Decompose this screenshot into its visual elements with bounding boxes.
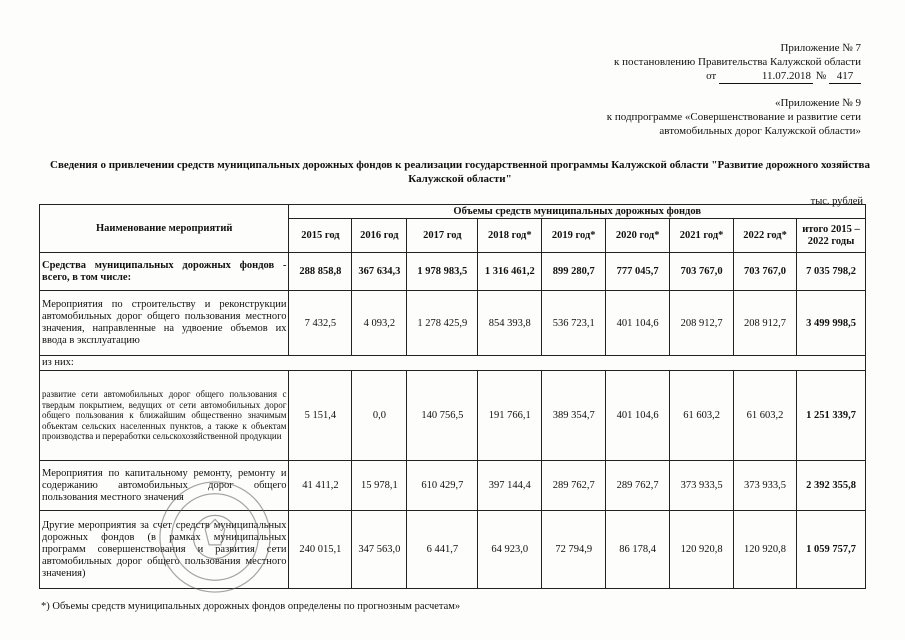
value-cell: 367 634,3 xyxy=(352,253,407,291)
subprogram-line: к подпрограмме «Совершенствование и развитие сети xyxy=(606,111,861,123)
row-name: Средства муниципальных дорожных фондов - всего, в том числе: xyxy=(40,253,289,291)
value-cell: 3 499 998,5 xyxy=(797,291,866,356)
table-row xyxy=(40,356,866,371)
value-cell: 5 151,4 xyxy=(289,371,352,461)
table-row xyxy=(40,291,866,356)
resolution-date: 11.07.2018 xyxy=(719,69,813,84)
appendix-number: Приложение № 7 xyxy=(780,42,861,54)
value-cell: 61 603,2 xyxy=(670,371,734,461)
group-column-header: Объемы средств муниципальных дорожных фондов xyxy=(289,205,866,219)
value-cell: 397 144,4 xyxy=(478,461,542,511)
year-header: 2022 год* xyxy=(734,219,797,253)
resolution-date-line: от 11.07.2018 № 417 xyxy=(614,69,861,84)
value-cell: 208 912,7 xyxy=(734,291,797,356)
table-row xyxy=(40,461,866,511)
footnote: *) Объемы средств муниципальных дорожных фондов определены по прогнозным расчетам» xyxy=(41,601,461,612)
value-cell: 208 912,7 xyxy=(670,291,734,356)
value-cell: 120 920,8 xyxy=(734,511,797,589)
value-cell: 401 104,6 xyxy=(606,371,670,461)
value-cell: 389 354,7 xyxy=(542,371,606,461)
year-header: 2017 год xyxy=(407,219,478,253)
value-cell: 777 045,7 xyxy=(606,253,670,291)
value-cell: 289 762,7 xyxy=(542,461,606,511)
value-cell: 61 603,2 xyxy=(734,371,797,461)
value-cell: 6 441,7 xyxy=(407,511,478,589)
value-cell: 1 278 425,9 xyxy=(407,291,478,356)
value-cell: 140 756,5 xyxy=(407,371,478,461)
value-cell: 703 767,0 xyxy=(670,253,734,291)
value-cell: 120 920,8 xyxy=(670,511,734,589)
table-row xyxy=(40,371,866,461)
value-cell: 289 762,7 xyxy=(606,461,670,511)
value-cell: 0,0 xyxy=(352,371,407,461)
value-cell: 15 978,1 xyxy=(352,461,407,511)
value-cell: 1 316 461,2 xyxy=(478,253,542,291)
table-row xyxy=(40,253,866,291)
row-name: Мероприятия по капитальному ремонту, ремонту и содержанию автомобильных дорог общего пользования местного значения xyxy=(40,461,289,511)
value-cell: 1 978 983,5 xyxy=(407,253,478,291)
value-cell: 854 393,8 xyxy=(478,291,542,356)
name-column-header: Наименование мероприятий xyxy=(40,205,289,253)
value-cell: 401 104,6 xyxy=(606,291,670,356)
value-cell: 7 035 798,2 xyxy=(797,253,866,291)
value-cell: 41 411,2 xyxy=(289,461,352,511)
value-cell: 1 251 339,7 xyxy=(797,371,866,461)
value-cell: 703 767,0 xyxy=(734,253,797,291)
value-cell: 373 933,5 xyxy=(670,461,734,511)
value-cell: 373 933,5 xyxy=(734,461,797,511)
value-cell: 2 392 355,8 xyxy=(797,461,866,511)
value-cell: 191 766,1 xyxy=(478,371,542,461)
appendix-header xyxy=(614,41,861,84)
value-cell: 72 794,9 xyxy=(542,511,606,589)
value-cell: 899 280,7 xyxy=(542,253,606,291)
year-header: 2015 год xyxy=(289,219,352,253)
year-header: 2021 год* xyxy=(670,219,734,253)
year-header: 2019 год* xyxy=(542,219,606,253)
value-cell: 7 432,5 xyxy=(289,291,352,356)
year-header: 2020 год* xyxy=(606,219,670,253)
funds-table xyxy=(39,204,866,589)
year-header: 2016 год xyxy=(352,219,407,253)
table-row xyxy=(40,511,866,589)
value-cell: 347 563,0 xyxy=(352,511,407,589)
row-name: Мероприятия по строительству и реконструкции автомобильных дорог общего пользования местного значения, направленные на удвоение объемов их ввода в эксплуатацию xyxy=(40,291,289,356)
subprogram-appendix: «Приложение № 9 xyxy=(774,97,861,109)
value-cell: 536 723,1 xyxy=(542,291,606,356)
value-cell: 4 093,2 xyxy=(352,291,407,356)
value-cell: 288 858,8 xyxy=(289,253,352,291)
subprogram-header xyxy=(607,96,861,138)
row-name: Другие мероприятия за счет средств муниципальных дорожных фондов (в рамках муниципальных программ совершенствования и развития сети автомобильных дорог общего пользования местного значения) xyxy=(40,511,289,589)
row-name: из них: xyxy=(40,356,866,371)
appendix-resolution: к постановлению Правительства Калужской области xyxy=(614,56,861,68)
value-cell: 610 429,7 xyxy=(407,461,478,511)
unit-label: тыс. рублей xyxy=(810,196,863,207)
subprogram-line: автомобильных дорог Калужской области» xyxy=(659,125,861,137)
year-header: итого 2015 – 2022 годы xyxy=(797,219,866,253)
value-cell: 1 059 757,7 xyxy=(797,511,866,589)
value-cell: 64 923,0 xyxy=(478,511,542,589)
row-name: развитие сети автомобильных дорог общего пользования с твердым покрытием, ведущих от сети автомобильных дорог общего пользования к ближайшим общественно значимым объектам сельских населенных пунктов, а также к объектам производства и переработки сельскохозяйственной продукции xyxy=(40,371,289,461)
document-title: Сведения о привлечении средств муниципальных дорожных фондов к реализации государственной программы Калужской области "Развитие дорожного хозяйства Калужской области" xyxy=(50,159,870,185)
value-cell: 86 178,4 xyxy=(606,511,670,589)
resolution-number: 417 xyxy=(829,69,861,84)
value-cell: 240 015,1 xyxy=(289,511,352,589)
year-header: 2018 год* xyxy=(478,219,542,253)
